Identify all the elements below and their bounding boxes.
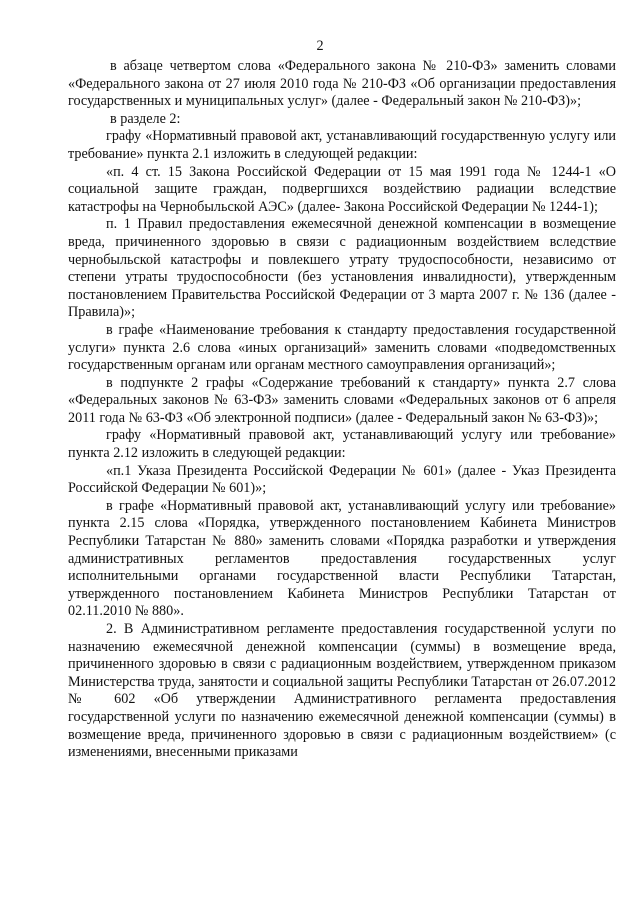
document-body xyxy=(68,58,616,762)
page-number: 2 xyxy=(316,38,324,54)
paragraph-11: 2. В Административном регламенте предоставления государственной услуги по назначению ежемесячной денежной компенсации (суммы) в возмещение вреда, причиненного здоровью в связи с радиационным воздействием, утвержденном приказом Министерства труда, занятости и социальной защиты Республики Татарстан от 26.07.2012 № 602 «Об утверждении Административного регламента предоставления государственной услуги по назначению ежемесячной денежной компенсации (суммы) в возмещение вреда, причиненного здоровью в связи с радиационным воздействием» (с изменениями, внесенными приказами xyxy=(68,621,616,761)
paragraph-5: п. 1 Правил предоставления ежемесячной денежной компенсации в возмещение вреда, причиненного здоровью в связи с радиационным воздействием вследствие чернобыльской катастрофы и повлекшего утрату трудоспособности, независимо от степени утраты трудоспособности (без установления инвалидности), утвержденным постановлением Правительства Российской Федерации от 3 марта 2007 г. № 136 (далее - Правила)»; xyxy=(68,216,616,321)
paragraph-7: в подпункте 2 графы «Содержание требований к стандарту» пункта 2.7 слова «Федеральных законов № 63-ФЗ» заменить словами «Федеральных законов от 6 апреля 2011 года № 63-ФЗ «Об электронной подписи» (далее - Федеральный закон № 63-ФЗ)»; xyxy=(68,374,616,426)
paragraph-8: графу «Нормативный правовой акт, устанавливающий услугу или требование» пункта 2.12 изложить в следующей редакции: xyxy=(68,427,616,462)
paragraph-10: в графе «Нормативный правовой акт, устанавливающий услугу или требование» пункта 2.15 слова «Порядка, утвержденного постановлением Кабинета Министров Республики Татарстан № 880» заменить словами «Порядка разработки и утверждения административных регламентов предоставления государственных услуг исполнительными органами государственной власти Республики Татарстан, утвержденного постановлением Кабинета Министров Республики Татарстан от 02.11.2010 № 880». xyxy=(68,497,616,620)
paragraph-2: в разделе 2: xyxy=(110,110,181,127)
paragraph-3: графу «Нормативный правовой акт, устанавливающий государственную услугу или требование» пункта 2.1 изложить в следующей редакции: xyxy=(68,128,616,162)
paragraph-9: «п.1 Указа Президента Российской Федерации № 601» (далее - Указ Президента Российской Федерации № 601)»; xyxy=(68,462,616,497)
paragraph-4: «п. 4 ст. 15 Закона Российской Федерации от 15 мая 1991 года № 1244-1 «О социальной защите граждан, подвергшихся воздействию радиации вследствие катастрофы на Чернобыльской АЭС» (далее- Закона Российской Федерации № 1244-1); xyxy=(68,163,616,215)
paragraph-1: в абзаце четвертом слова «Федерального закона № 210-ФЗ» заменить словами «Федерального закона от 27 июля 2010 года № 210-ФЗ «Об организации предоставления государственных и муниципальных услуг» (далее - Федеральный закон № 210-ФЗ)»; xyxy=(68,58,616,110)
paragraph-6: в графе «Наименование требования к стандарту предоставления государственной услуги» пункта 2.6 слова «иных организаций» заменить словами «подведомственных государственным органам или органам местного самоуправления организаций»; xyxy=(68,321,616,374)
